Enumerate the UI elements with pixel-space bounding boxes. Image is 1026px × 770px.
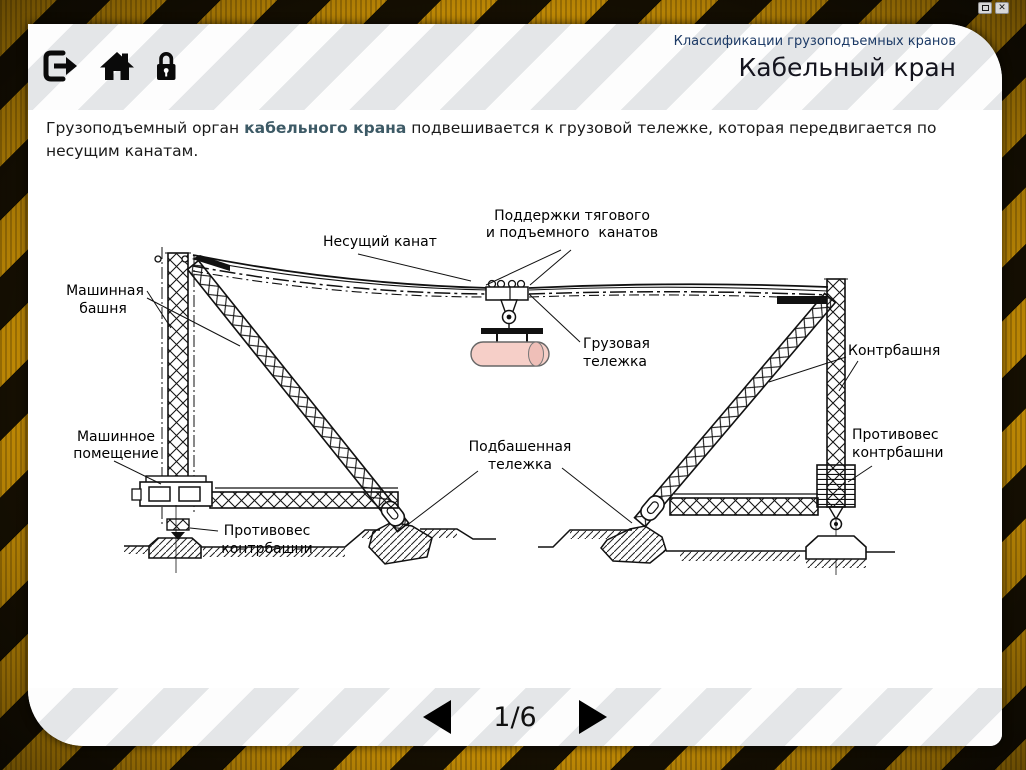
label-machine-tower-line2: башня xyxy=(79,301,127,317)
lock-icon xyxy=(161,54,171,65)
label-machine-room-line1: Машинное xyxy=(76,429,156,445)
label-counterweight-left-line1: Противовес xyxy=(223,523,311,539)
left-foundation xyxy=(149,505,201,573)
label-carrying-rope: Несущий канат xyxy=(323,234,437,250)
slide-panel xyxy=(28,24,1002,746)
content-area xyxy=(28,110,1002,688)
exit-icon xyxy=(54,64,68,69)
footer-nav xyxy=(28,688,1002,746)
label-supports-line2: и подъемного канатов xyxy=(485,225,659,241)
cable-crane-diagram xyxy=(40,195,980,595)
label-counter-tower: Контрбашня xyxy=(848,343,941,359)
header xyxy=(28,24,1002,110)
exit-icon xyxy=(66,57,77,75)
label-cargo-trolley-line1: Грузовая xyxy=(583,336,650,352)
counter-tower-strut xyxy=(634,293,837,528)
lock-button[interactable] xyxy=(153,48,179,84)
breadcrumb: Классификации грузоподъемных кранов xyxy=(673,34,956,49)
lesson-text xyxy=(46,117,974,163)
next-page-button[interactable] xyxy=(579,700,607,734)
label-under-tower-trolley-line2: тележка xyxy=(488,457,552,473)
prev-page-button[interactable] xyxy=(423,700,451,734)
lesson-text-term: кабельного крана xyxy=(244,119,407,137)
label-under-tower-trolley-line1: Подбашенная xyxy=(468,439,572,455)
page-indicator: 1/6 xyxy=(493,701,537,733)
label-counterweight-left-line2: контрбашни xyxy=(221,541,313,557)
header-toolbar xyxy=(41,48,179,84)
label-supports-line1: Поддержки тягового xyxy=(494,208,650,224)
close-button[interactable] xyxy=(995,2,1009,14)
lesson-text-prefix: Грузоподъемный орган xyxy=(46,119,245,137)
close-icon: ✕ xyxy=(998,2,1006,13)
page-title: Кабельный кран xyxy=(738,53,956,82)
home-icon xyxy=(100,52,134,80)
label-counterweight-right-line1: Противовес xyxy=(852,427,939,443)
window-controls xyxy=(978,2,1009,14)
label-counterweight-right-line2: контрбашни xyxy=(852,445,944,461)
lesson-text-suffix: подвешивается к грузовой тележке, которая передвигается по несущим канатам. xyxy=(46,119,937,160)
label-machine-tower-line1: Машинная xyxy=(66,283,144,299)
minimize-button[interactable] xyxy=(978,2,992,14)
label-machine-room-line2: помещение xyxy=(73,446,159,462)
exit-button[interactable] xyxy=(41,49,81,83)
home-button[interactable] xyxy=(98,49,136,83)
minimize-icon xyxy=(982,5,989,11)
label-cargo-trolley-line2: тележка xyxy=(583,354,647,370)
lock-icon xyxy=(165,71,167,77)
